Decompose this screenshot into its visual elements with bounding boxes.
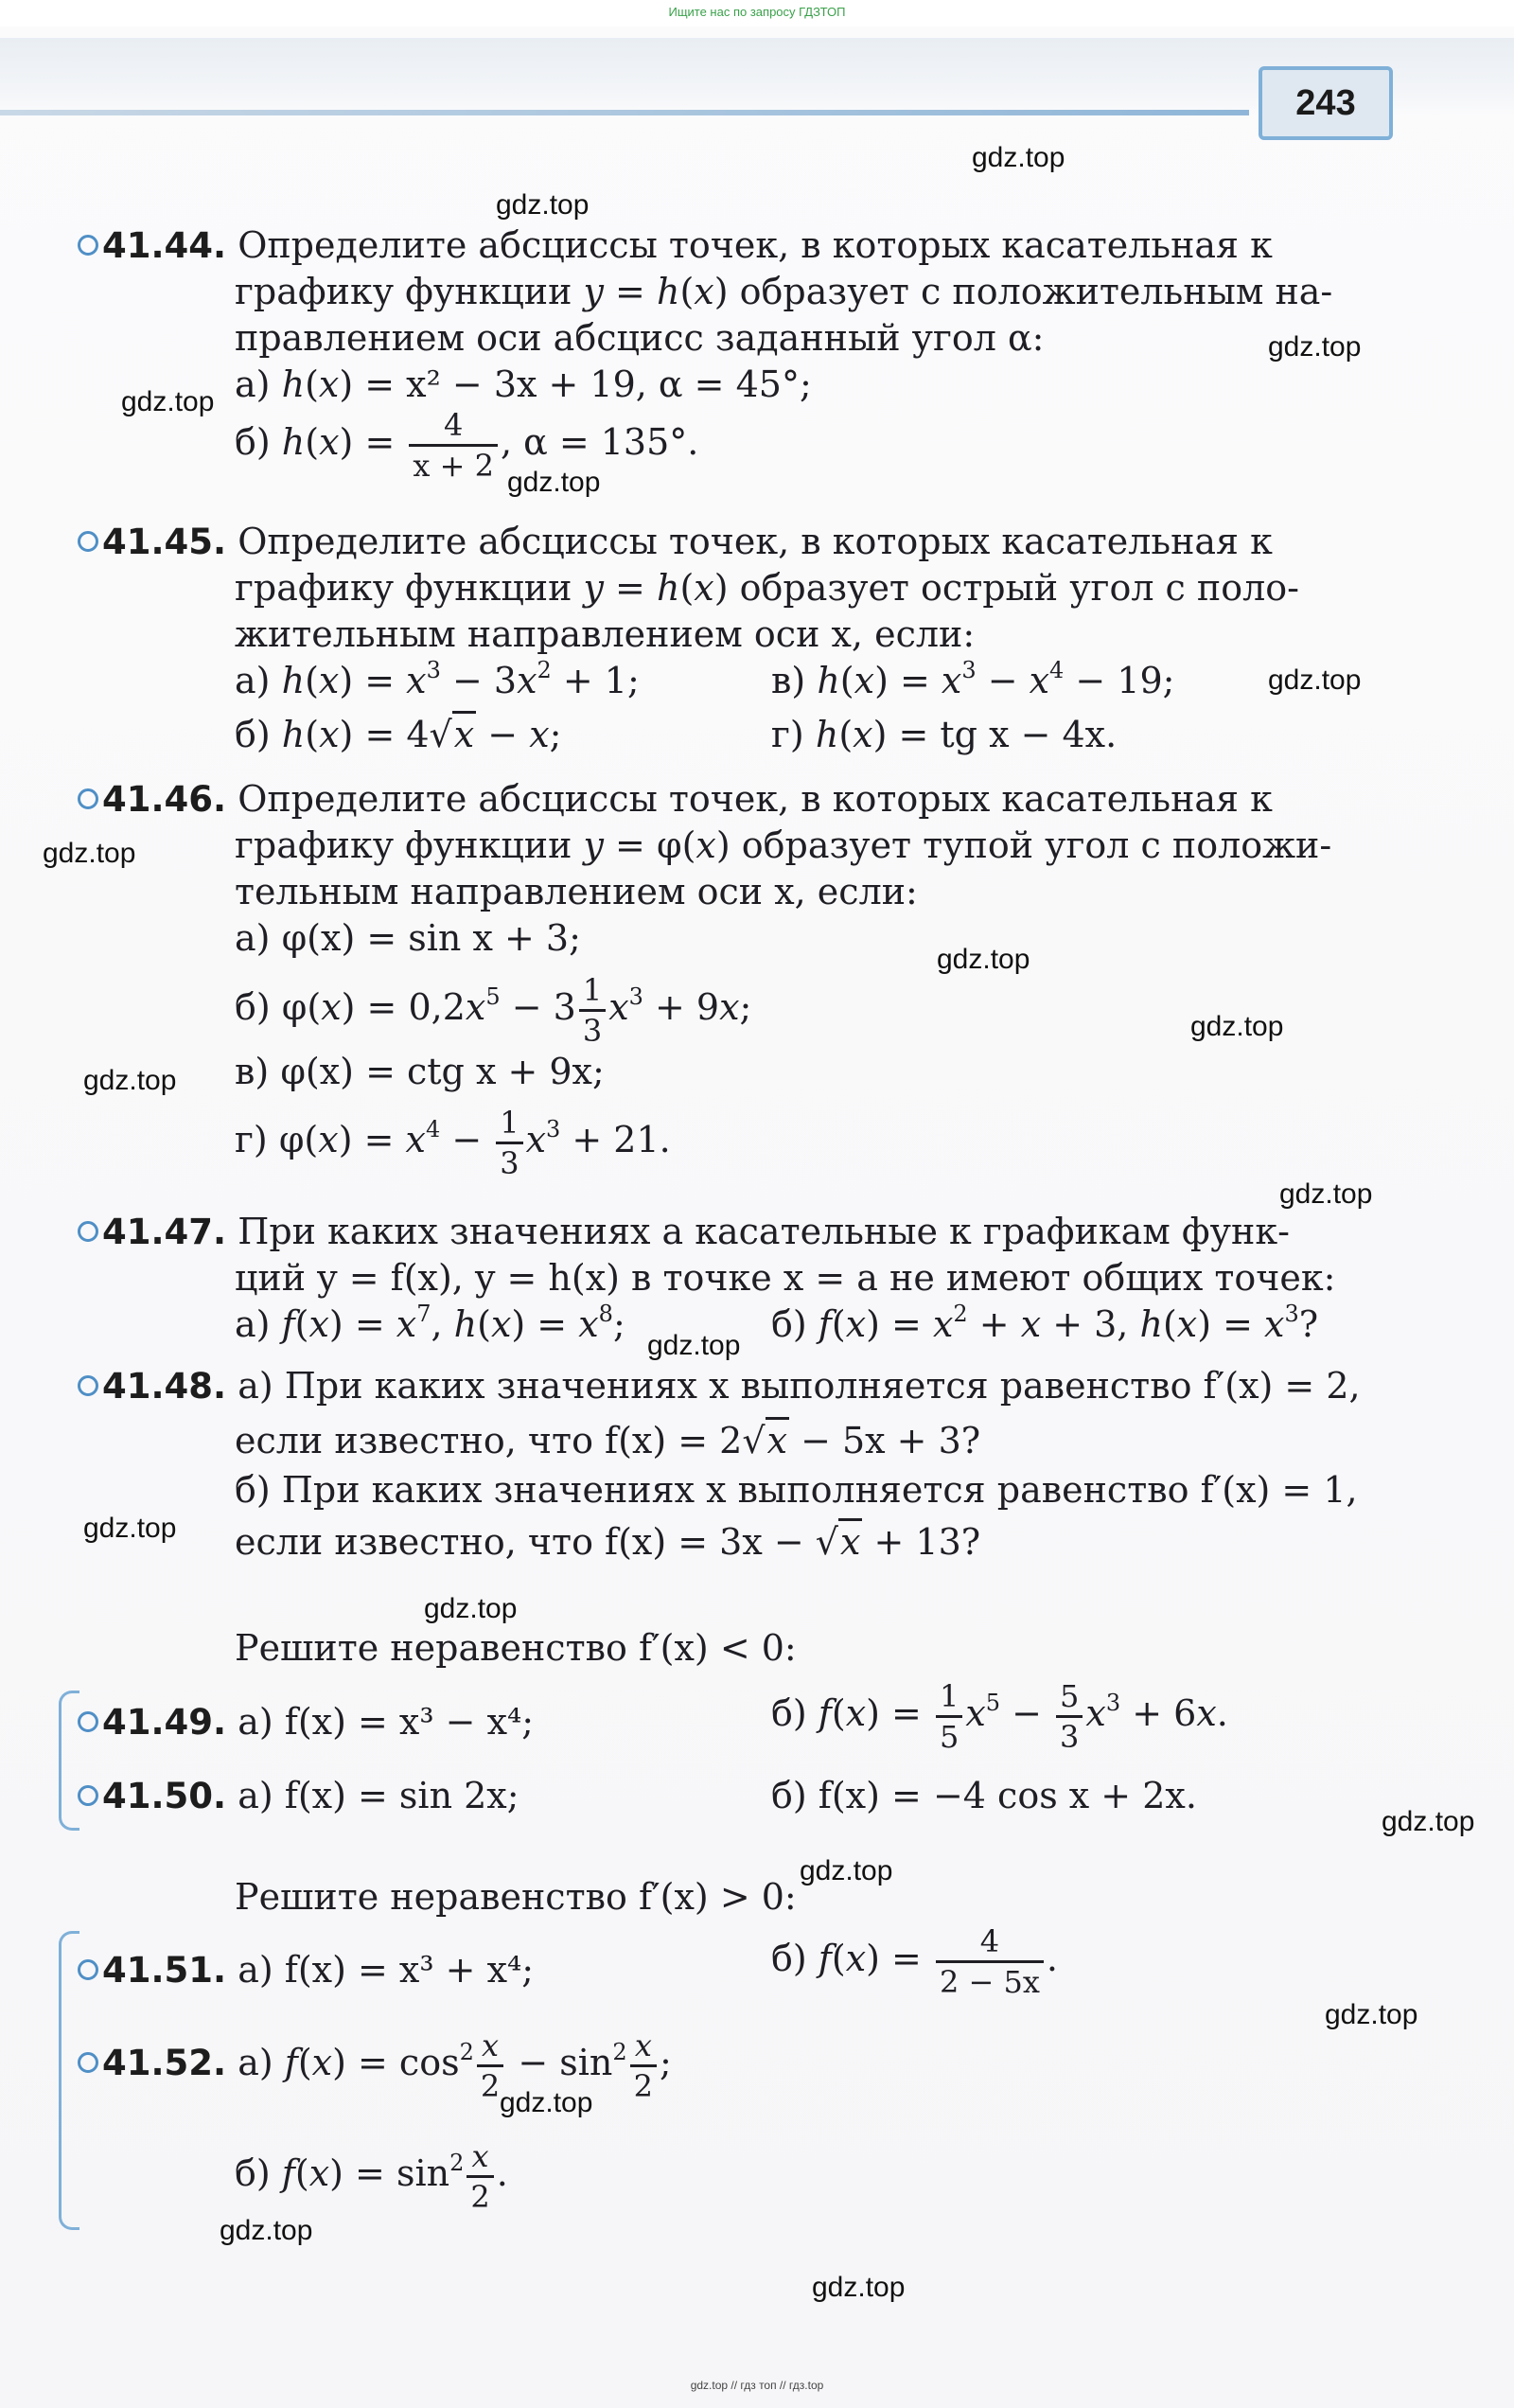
- task-41-47-line1: [78, 1211, 1290, 1252]
- task-41-44-a: а) h(x) = x² − 3x + 19, α = 45°;: [235, 363, 812, 405]
- task-text: графику функции: [235, 824, 584, 866]
- watermark: gdz.top: [83, 1065, 177, 1096]
- watermark: gdz.top: [647, 1330, 741, 1361]
- item-label: б): [235, 986, 271, 1028]
- task-text: образует с положительным на-: [728, 271, 1333, 312]
- watermark: gdz.top: [1279, 1178, 1373, 1210]
- task-41-52: 41.52. а) $f(x) = \cos^2$ $\frac{x}{2}$ − $\sin^2$ $\frac{x}{2}$ ;: [78, 2030, 672, 2101]
- watermark: gdz.top: [1268, 664, 1362, 696]
- inequality-heading-2: Решите неравенство f′(x) > 0:: [235, 1876, 797, 1918]
- fraction: $\frac{5}{3}$: [1056, 1681, 1083, 1752]
- task-41-46-b: б) $\varphi(x) = 0,2x^5 - 3$ $\frac{1}{3}$ $x^3 + 9x$;: [235, 972, 752, 1049]
- watermark: gdz.top: [121, 386, 215, 417]
- task-41-45-line3: жительным направлением оси x, если:: [235, 613, 976, 655]
- fraction: $\frac{4}{x + 2}$: [409, 410, 498, 481]
- task-41-49: [78, 1701, 535, 1743]
- task-number: 41.44.: [102, 225, 227, 266]
- task-number: 41.47.: [102, 1212, 227, 1252]
- item-label: а): [235, 363, 271, 405]
- circle-bullet-icon: [78, 2052, 98, 2073]
- task-41-50-b: [771, 1775, 1197, 1816]
- watermark: gdz.top: [1382, 1806, 1475, 1837]
- circle-bullet-icon: [78, 1375, 98, 1396]
- watermark: gdz.top: [800, 1855, 893, 1886]
- watermark: gdz.top: [937, 944, 1030, 975]
- item-label: б): [235, 714, 271, 755]
- task-41-52-b: б) $f(x) = \sin^2$ $\frac{x}{2}$ .: [235, 2138, 508, 2215]
- watermark: gdz.top: [1190, 1011, 1284, 1042]
- item-label: б): [771, 1303, 807, 1345]
- task-41-48-line2: если известно, что f(x) = 2√x − 5x + 3?: [235, 1423, 980, 1459]
- task-41-45-b: б) h(x) = 4√x − x;: [235, 717, 561, 752]
- circle-bullet-icon: [78, 1221, 98, 1242]
- watermark: gdz.top: [507, 467, 601, 498]
- group-bracket-2: [59, 1931, 79, 2230]
- task-text: Определите абсциссы точек, в которых касательная к: [238, 521, 1273, 562]
- task-text: Определите абсциссы точек, в которых касательная к: [238, 778, 1273, 820]
- task-number: 41.49.: [102, 1702, 227, 1743]
- inequality-heading-1: Решите неравенство f′(x) < 0:: [235, 1627, 797, 1669]
- item-label: б): [235, 2152, 271, 2194]
- task-text: При каких значениях a касательные к графикам функ-: [238, 1211, 1290, 1252]
- circle-bullet-icon: [78, 788, 98, 809]
- task-41-44-b: б) h(x) = $\frac{4}{x + 2}$ , α = 135°.: [235, 407, 699, 484]
- task-text: а) При каких значениях x выполняется равенство f′(x) = 2,: [238, 1365, 1361, 1407]
- item-label: в): [771, 660, 806, 701]
- item-expression: f(x) = sin 2x;: [284, 1775, 519, 1816]
- top-note: Ищите нас по запросу ГДЗТОП: [668, 5, 846, 19]
- task-41-46-line2: графику функции y = φ(x) образует тупой угол с положи-: [235, 824, 1332, 866]
- fraction: $\frac{4}{2 - 5x}$: [936, 1926, 1044, 1997]
- item-expression: , α = 135°.: [500, 421, 699, 463]
- fraction: $\frac{1}{3}$: [496, 1107, 522, 1178]
- task-41-44-line3: правлением оси абсцисс заданный угол α:: [235, 317, 1045, 359]
- task-41-46-line3: тельным направлением оси x, если:: [235, 871, 918, 912]
- task-41-45-line2: графику функции y = h(x) образует острый угол с поло-: [235, 567, 1299, 609]
- task-41-46-a: [235, 917, 581, 959]
- circle-bullet-icon: [78, 1711, 98, 1732]
- task-text: Определите абсциссы точек, в которых касательная к: [238, 224, 1273, 266]
- task-text: графику функции: [235, 271, 584, 312]
- item-expression: f(x) = x³ − x⁴;: [284, 1701, 535, 1743]
- task-41-47-a: а) $f(x) = x^7$, $h(x) = x^8$;: [235, 1301, 625, 1345]
- task-41-50: [78, 1775, 519, 1816]
- watermark: gdz.top: [424, 1593, 518, 1624]
- task-number: 41.50.: [102, 1776, 227, 1816]
- item-expression: φ(x) = sin x + 3;: [281, 917, 581, 959]
- task-text: образует тупой угол с положи-: [730, 824, 1332, 866]
- task-41-51: [78, 1949, 535, 1991]
- item-label: а): [238, 2042, 273, 2083]
- item-label: г): [235, 1119, 268, 1160]
- task-41-46-g: г) $\varphi(x) = x^4$ − $\frac{1}{3}$ $x^3 + 21$.: [235, 1105, 671, 1181]
- task-text: + 13?: [862, 1521, 981, 1563]
- item-label: б): [771, 1692, 807, 1734]
- task-41-48-line3: б) При каких значениях x выполняется равенство f′(x) = 1,: [235, 1469, 1358, 1511]
- task-number: 41.46.: [102, 779, 227, 820]
- circle-bullet-icon: [78, 531, 98, 552]
- task-41-45-a: а) $h(x) = x^3 - 3x^2 + 1$;: [235, 657, 640, 701]
- fraction: $\frac{1}{5}$: [936, 1681, 962, 1752]
- task-41-46-line1: [78, 778, 1273, 820]
- watermark: gdz.top: [83, 1513, 177, 1544]
- fraction: $\frac{x}{2}$: [630, 2030, 657, 2101]
- watermark: gdz.top: [812, 2272, 906, 2303]
- item-label: а): [238, 1775, 273, 1816]
- watermark: gdz.top: [220, 2215, 313, 2246]
- circle-bullet-icon: [78, 235, 98, 256]
- item-label: а): [235, 660, 271, 701]
- watermark: gdz.top: [43, 838, 136, 869]
- watermark: gdz.top: [496, 189, 590, 221]
- item-label: б): [235, 421, 271, 463]
- watermark: gdz.top: [1325, 1999, 1418, 2030]
- item-expression: = tg x − 4x.: [898, 714, 1118, 755]
- item-label: а): [238, 1701, 273, 1743]
- watermark: gdz.top: [500, 2087, 593, 2118]
- task-41-45-line1: [78, 521, 1273, 562]
- item-label: в): [235, 1051, 270, 1092]
- fraction: $\frac{x}{2}$: [467, 2141, 493, 2212]
- task-41-48-line1: [78, 1365, 1361, 1407]
- task-41-44-line2: графику функции y = h(x) образует с положительным на-: [235, 271, 1333, 312]
- item-expression: f(x) = x³ + x⁴;: [284, 1949, 535, 1991]
- task-41-45-v: в) $h(x) = x^3 - x^4 - 19$;: [771, 657, 1175, 701]
- fraction: $\frac{1}{3}$: [579, 975, 606, 1046]
- item-label: г): [771, 714, 804, 755]
- task-41-51-b: б) f(x) = $\frac{4}{2 - 5x}$ .: [771, 1923, 1058, 2000]
- task-41-44-line1: [78, 224, 1273, 266]
- item-expression: = x² − 3x + 19, α = 45°;: [364, 363, 812, 405]
- task-41-49-b: б) f(x) = $\frac{1}{5}$ $x^5$ − $\frac{5}{3}$ $x^3 + 6x$.: [771, 1678, 1228, 1755]
- task-41-48-line4: если известно, что f(x) = 3x − √x + 13?: [235, 1524, 980, 1560]
- task-text: образует острый угол с поло-: [728, 567, 1299, 609]
- item-expression: f(x) = −4 cos x + 2x.: [818, 1775, 1197, 1816]
- task-41-47-line2: ций y = f(x), y = h(x) в точке x = a не имеют общих точек:: [235, 1257, 1336, 1299]
- item-expression: φ(x) = ctg x + 9x;: [280, 1051, 605, 1092]
- task-41-45-g: г) h(x) = tg x − 4x.: [771, 714, 1118, 755]
- item-label: а): [238, 1949, 273, 1991]
- circle-bullet-icon: [78, 1785, 98, 1806]
- task-text: если известно, что f(x) = 2: [235, 1420, 743, 1461]
- item-label: б): [771, 1775, 807, 1816]
- watermark: gdz.top: [1268, 331, 1362, 363]
- watermark: gdz.top: [972, 142, 1065, 173]
- task-number: 41.52.: [102, 2043, 227, 2083]
- group-bracket-1: [59, 1691, 79, 1831]
- task-number: 41.51.: [102, 1950, 227, 1991]
- footer-note: gdz.top // гдз топ // гдз.top: [690, 2379, 824, 2392]
- task-text: графику функции: [235, 567, 584, 609]
- page-number: 243: [1259, 66, 1393, 140]
- header-line: [0, 110, 1249, 115]
- circle-bullet-icon: [78, 1959, 98, 1980]
- task-text: − 5x + 3?: [789, 1420, 981, 1461]
- item-label: а): [235, 917, 271, 959]
- task-number: 41.45.: [102, 522, 227, 562]
- task-41-46-v: [235, 1051, 605, 1092]
- task-number: 41.48.: [102, 1366, 227, 1407]
- item-label: б): [771, 1938, 807, 1979]
- task-text: если известно, что f(x) = 3x −: [235, 1521, 816, 1563]
- fraction: $\frac{x}{2}$: [477, 2030, 503, 2101]
- item-label: а): [235, 1303, 271, 1345]
- task-41-47-b: б) $f(x) = x^2 + x + 3$, $h(x) = x^3$?: [771, 1301, 1319, 1345]
